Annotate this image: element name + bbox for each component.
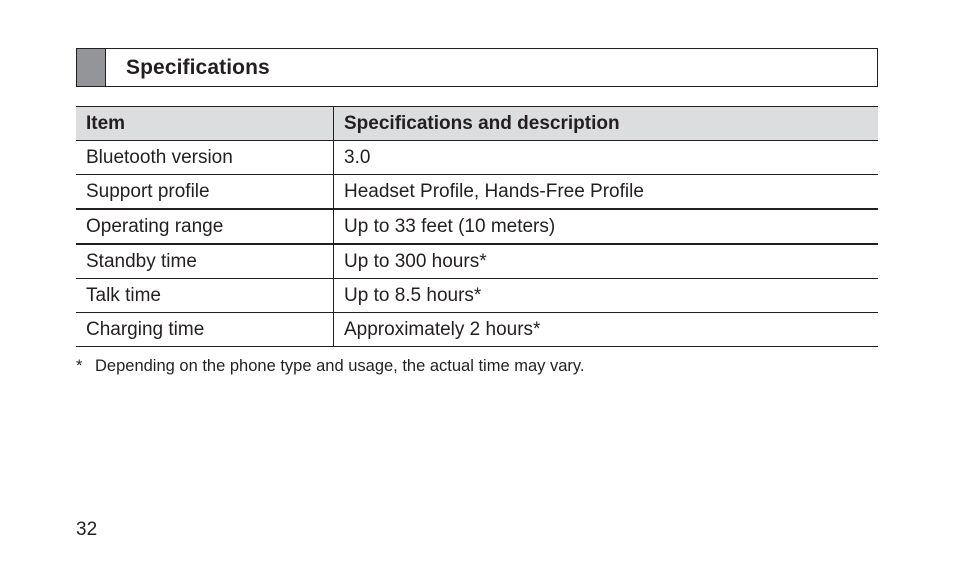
table-row [76,279,878,313]
table-row [76,244,878,279]
page-number: 32 [76,519,98,540]
footnote [76,357,585,376]
item-cell: Support profile [76,175,334,210]
footnote-mark: * [76,357,83,375]
item-cell: Talk time [76,279,334,313]
item-cell: Charging time [76,313,334,347]
column-header-description: Specifications and description [334,107,879,141]
specifications-table [76,106,878,347]
footnote-text: Depending on the phone type and usage, the actual time may vary. [95,357,585,375]
table-row [76,175,878,210]
description-cell: Headset Profile, Hands-Free Profile [334,175,879,210]
description-cell: Up to 33 feet (10 meters) [334,209,879,244]
table-row [76,313,878,347]
description-cell: Approximately 2 hours* [334,313,879,347]
description-cell: Up to 8.5 hours* [334,279,879,313]
section-title: Specifications [126,55,270,79]
item-cell: Operating range [76,209,334,244]
column-header-item: Item [76,107,334,141]
item-cell: Bluetooth version [76,141,334,175]
description-cell: 3.0 [334,141,879,175]
description-cell: Up to 300 hours* [334,244,879,279]
item-cell: Standby time [76,244,334,279]
section-marker [77,49,106,86]
section-header [76,48,878,87]
table-row [76,209,878,244]
table-header-row [76,107,878,141]
table-row [76,141,878,175]
